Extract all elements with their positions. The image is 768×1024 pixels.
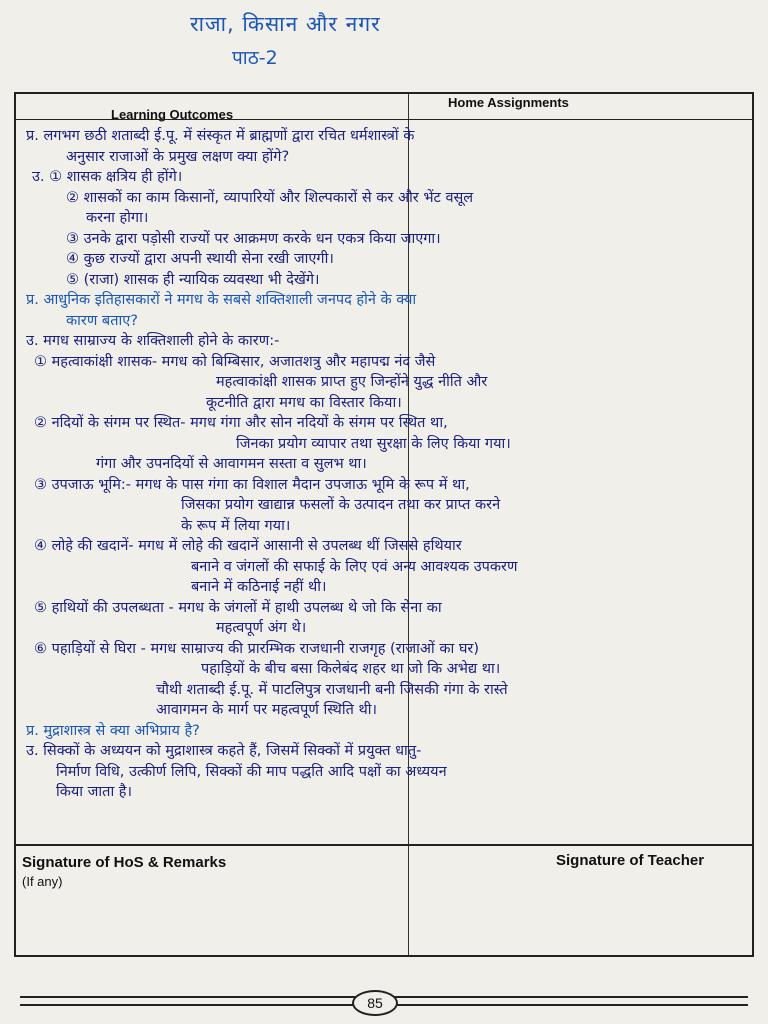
answer-line: ⑥ पहाड़ियों से घिरा - मगध साम्राज्य की प्रारम्भिक राजधानी राजगृह (राजाओं का घर) — [34, 640, 479, 657]
answer-line: उ. सिक्कों के अध्ययन को मुद्राशास्त्र कहते हैं, जिसमें सिक्कों में प्रयुक्त धातु- — [26, 743, 422, 759]
answer-line: निर्माण विधि, उत्कीर्ण लिपि, सिक्कों की माप पद्धति आदि पक्षों का अध्ययन — [56, 763, 447, 780]
answer-line: महत्वपूर्ण अंग थे। — [216, 620, 307, 636]
answer-line: ⑤ हाथियों की उपलब्धता - मगध के जंगलों में हाथी उपलब्ध थे जो कि सेना का — [34, 599, 442, 616]
lesson-number: पाठ-2 — [232, 47, 278, 69]
answer-line: गंगा और उपनदियों से आवागमन सस्ता व सुलभ था। — [96, 456, 367, 472]
answer-line: ⑤ (राजा) शासक ही न्यायिक व्यवस्था भी देखेंगे। — [66, 271, 320, 288]
assignment-sheet — [14, 92, 754, 957]
answer-line: करना होगा। — [86, 210, 149, 226]
learning-outcomes-header: Learning Outcomes — [111, 107, 234, 122]
answer-line: बनाने में कठिनाई नहीं थी। — [191, 579, 327, 595]
answer-line: ③ उनके द्वारा पड़ोसी राज्यों पर आक्रमण करके धन एकत्र किया जाएगा। — [66, 230, 441, 247]
answer-line: बनाने व जंगलों की सफाई के लिए एवं अन्य आवश्यक उपकरण — [191, 558, 518, 575]
question-line: प्र. मुद्राशास्त्र से क्या अभिप्राय है? — [26, 722, 200, 739]
signature-divider — [16, 844, 752, 846]
question-line: कारण बताए? — [66, 312, 138, 329]
answer-line: ③ उपजाऊ भूमि:- मगध के पास गंगा का विशाल मैदान उपजाऊ भूमि के रूप में था, — [34, 476, 470, 493]
answer-line: जिसका प्रयोग खाद्यान्न फसलों के उत्पादन तथा कर प्राप्त करने — [181, 497, 501, 513]
question-line: प्र. आधुनिक इतिहासकारों ने मगध के सबसे शक्तिशाली जनपद होने के क्या — [26, 292, 417, 308]
teacher-signature-label: Signature of Teacher — [556, 852, 705, 869]
answer-line: उ. मगध साम्राज्य के शक्तिशाली होने के कारण:- — [26, 333, 280, 349]
answer-line: ① महत्वाकांक्षी शासक- मगध को बिम्बिसार, अजातशत्रु और महापद्म नंद जैसे — [34, 353, 436, 370]
answer-line: पहाड़ियों के बीच बसा किलेबंद शहर था जो कि अभेद्य था। — [201, 661, 501, 677]
header-divider — [16, 119, 752, 120]
page-title: राजा, किसान और नगर — [190, 12, 381, 36]
answer-line: ④ कुछ राज्यों द्वारा अपनी स्थायी सेना रखी जाएगी। — [66, 251, 334, 267]
answer-line: ② नदियों के संगम पर स्थित- मगध गंगा और सोन नदियों के संगम पर स्थित था, — [34, 415, 448, 431]
handwritten-notes — [26, 126, 750, 803]
home-assignments-header: Home Assignments — [448, 95, 569, 110]
answer-line: आवागमन के मार्ग पर महत्वपूर्ण स्थिति थी। — [156, 702, 377, 718]
answer-line: ④ लोहे की खदानें- मगध में लोहे की खदानें आसानी से उपलब्ध थीं जिससे हथियार — [34, 538, 462, 554]
answer-line: ② शासकों का काम किसानों, व्यापारियों और शिल्पकारों से कर और भेंट वसूल — [66, 189, 474, 206]
answer-line: महत्वाकांक्षी शासक प्राप्त हुए जिन्होंने युद्ध नीति और — [216, 374, 488, 390]
answer-line: उ. ① शासक क्षत्रिय ही होंगे। — [32, 169, 183, 185]
page-number: 85 — [352, 990, 398, 1016]
answer-line: कूटनीति द्वारा मगध का विस्तार किया। — [206, 394, 402, 411]
answer-line: जिनका प्रयोग व्यापार तथा सुरक्षा के लिए किया गया। — [236, 435, 511, 452]
question-line: प्र. लगभग छठी शताब्दी ई.पू. में संस्कृत में ब्राह्मणों द्वारा रचित धर्मशास्त्रों के — [26, 128, 415, 144]
hos-signature-label: Signature of HoS & Remarks — [22, 854, 227, 871]
hos-signature-note: (If any) — [22, 874, 63, 889]
answer-line: चौथी शताब्दी ई.पू. में पाटलिपुत्र राजधानी बनी जिसकी गंगा के रास्ते — [156, 681, 508, 698]
answer-line: के रूप में लिया गया। — [181, 517, 291, 534]
question-line: अनुसार राजाओं के प्रमुख लक्षण क्या होंगे? — [66, 148, 290, 165]
answer-line: किया जाता है। — [56, 784, 133, 800]
